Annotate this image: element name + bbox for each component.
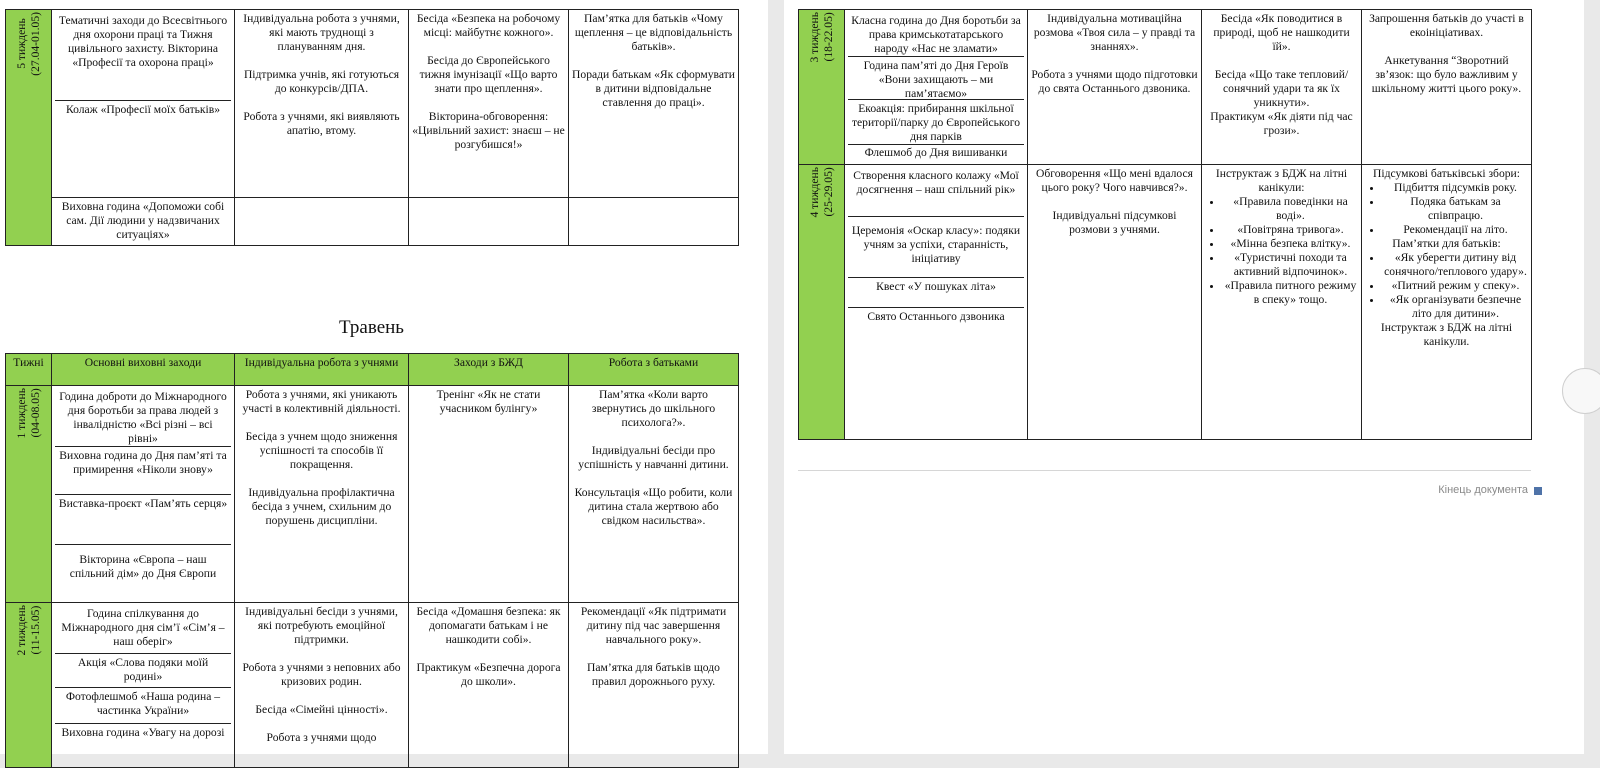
empty-cell — [409, 198, 569, 246]
list-item: Колаж «Професії моїх батьків» — [65, 103, 221, 116]
parents-memo-list — [1365, 251, 1528, 321]
activities-cell — [845, 165, 1028, 440]
parents-cell — [1362, 10, 1532, 165]
document-page-left — [0, 0, 768, 754]
list-item: • «Повітряна тривога». — [1223, 223, 1358, 237]
empty-cell — [569, 198, 739, 246]
safety-cell — [1202, 10, 1362, 165]
list-item: • «Правила питного режиму в спеку» тощо. — [1223, 279, 1358, 307]
parents-cell — [569, 603, 739, 768]
safety-cell — [409, 603, 569, 768]
list-item: Флешмоб до Дня вишиванки — [864, 146, 1008, 159]
safety-cell — [409, 386, 569, 603]
column-header: Основні виховні заходи — [52, 354, 235, 386]
cell-text: Індивідуальна робота з учнями, які мають труднощі з плануванням дня. — [243, 12, 400, 53]
end-marker-icon — [1534, 487, 1542, 495]
cell-text: Підтримка учнів, які готуються до конкурсів/ДПА. — [243, 68, 400, 95]
activities-cell — [845, 10, 1028, 165]
cell-text: Робота з учнями щодо — [266, 731, 377, 744]
cell-text: Бесіда «Сімейні цінності». — [255, 703, 388, 716]
list-item: Екоакція: прибирання шкільної території/парку до Європейського дня парків — [848, 100, 1024, 145]
column-header: Робота з батьками — [569, 354, 739, 386]
cell-text: Консультація «Що робити, коли дитина стала жертвою або свідком насильства». — [574, 486, 733, 527]
cell-text: Бесіда «Як поводитися в природі, щоб не нашкодити їй». — [1213, 12, 1350, 53]
week-label: 5 тиждень (27.04-01.05) — [14, 12, 42, 76]
cell-text: Бесіда «Що таке тепловий/ сонячний удари та як їх уникнути». — [1214, 68, 1349, 109]
cell-text: Індивідуальні бесіди про успішність у навчанні дитини. — [578, 444, 729, 471]
safety-list — [1205, 195, 1358, 307]
list-item: • Подяка батькам за співпрацю. — [1383, 195, 1528, 223]
list-item: Тематичні заходи до Всесвітнього дня охорони праці та Тижня цивільного захисту. Вікторина «Професії та охорона праці» — [55, 12, 231, 101]
cell-text: Індивідуальна профілактична бесіда з учнем, схильним до порушень дисципліни. — [248, 486, 395, 527]
cell-text: Індивідуальні бесіди з учнями, які потребують емоційної підтримки. — [245, 605, 398, 646]
cell-text: Бесіда «Безпека на робочому місці: майбутнє кожного». — [416, 12, 561, 39]
list-item: • «Питний режим у спеку». — [1383, 279, 1528, 293]
cell-text: Практикум «Як діяти під час грози». — [1210, 110, 1353, 137]
week-label-cell — [6, 603, 52, 768]
plan-table-april-end — [5, 9, 739, 246]
activities-cell — [52, 603, 235, 768]
week-label-cell — [6, 10, 52, 246]
table-row — [6, 386, 739, 603]
table-row — [6, 10, 739, 198]
cell-text: Пам’ятка для батьків щодо правил дорожнього руху. — [587, 661, 720, 688]
cell-text: Анкетування “Зворотний зв’язок: що було важливим у шкільному житті цього року». — [1371, 54, 1522, 95]
list-item: Квест «У пошуках літа» — [848, 278, 1024, 308]
cell-text: Робота з учнями з неповних або кризових родин. — [242, 661, 401, 688]
column-header: Заходи з БЖД — [409, 354, 569, 386]
list-item: • «Мінна безпека влітку». — [1223, 237, 1358, 251]
cell-text: Бесіда з учнем щодо зниження успішності та способів її покращення. — [245, 430, 398, 471]
list-item: Свято Останнього дзвоника — [867, 310, 1005, 323]
table-row — [6, 198, 739, 246]
list-item: Створення класного колажу «Мої досягнення – наш спільний рік» — [848, 167, 1024, 217]
list-item: • «Правила поведінки на воді». — [1223, 195, 1358, 223]
activities-cell: Виховна година «Допоможи собі сам. Дії людини у надзвичаних ситуаціях» — [52, 198, 235, 246]
cell-text: Робота з учнями, які виявляють апатію, втому. — [243, 110, 400, 137]
cell-text: Пам’ятки для батьків: — [1392, 237, 1501, 250]
plan-table-may — [5, 353, 739, 768]
cell-text: Інструктаж з БДЖ на літні канікули. — [1380, 321, 1513, 348]
list-item: Година пам’яті до Дня Героїв «Вони захищають – ми пам’ятаємо» — [848, 57, 1024, 100]
scroll-handle[interactable] — [1562, 368, 1600, 414]
safety-cell — [1202, 165, 1362, 440]
cell-text: Вікторина-обговорення: «Цивільний захист: знаєш – не розгубишся!» — [412, 110, 565, 151]
week-label-cell — [799, 165, 845, 440]
cell-text: Бесіда до Європейського тижня імунізації «Що варто знати про щеплення». — [419, 54, 558, 95]
list-item: Акція «Слова подяки моїй родині» — [55, 654, 231, 688]
list-item: Вікторина «Європа – наш спільний дім» до Дня Європи — [69, 553, 217, 580]
list-item: Фотофлешмоб «Наша родина – частинка України» — [55, 688, 231, 724]
parents-cell — [569, 10, 739, 198]
list-item: • Підбиття підсумків року. — [1383, 181, 1528, 195]
safety-cell — [409, 10, 569, 198]
document-page-right — [784, 0, 1584, 754]
cell-text: Тренінг «Як не стати учасником булінгу» — [436, 388, 541, 415]
cell-text: Пам’ятка для батьків «Чому щеплення – це відповідальність батьків». — [574, 12, 733, 53]
list-item: Виставка-проєкт «Пам’ять серця» — [55, 495, 231, 545]
cell-text: Робота з учнями щодо підготовки до свята Останнього дзвоника. — [1031, 68, 1198, 95]
week-label-cell — [799, 10, 845, 165]
empty-cell — [235, 198, 409, 246]
cell-text: Практикум «Безпечна дорога до школи». — [416, 661, 561, 688]
list-item: Виховна година «Увагу на дорозі — [61, 726, 225, 739]
cell-text: Підсумкові батьківські збори: — [1373, 167, 1520, 180]
end-divider — [798, 470, 1531, 471]
week-label: 2 тиждень (11-15.05) — [14, 605, 42, 656]
table-row — [799, 10, 1532, 165]
cell-text: Запрошення батьків до участі в екоініціативах. — [1369, 12, 1524, 39]
list-item: Година доброти до Міжнародного дня боротьби за права людей з інвалідністю «Всі різні – всі рівні» — [55, 388, 231, 447]
individual-cell — [1028, 10, 1202, 165]
list-item: • «Як уберегти дитину від сонячного/теплового удару». — [1383, 251, 1528, 279]
activities-cell — [52, 10, 235, 198]
individual-cell — [235, 386, 409, 603]
cell-text: Робота з учнями, які уникають участі в колективній діяльності. — [242, 388, 401, 415]
cell-text: Інструктаж з БДЖ на літні канікули: — [1215, 167, 1348, 194]
cell-text: Бесіда «Домашня безпека: як допомагати батькам і не нашкодити собі». — [416, 605, 561, 646]
list-item: Класна година до Дня боротьби за права кримськотатарського народу «Нас не зламати» — [848, 12, 1024, 57]
list-item: • «Як організувати безпечне літо для дитини». — [1383, 293, 1528, 321]
individual-cell — [235, 10, 409, 198]
cell-text: Рекомендації «Як підтримати дитину під час завершення навчального року». — [580, 605, 727, 646]
parents-cell — [569, 386, 739, 603]
table-header-row — [6, 354, 739, 386]
cell-text: Поради батькам «Як сформувати в дитини відповідальне ставлення до праці». — [572, 68, 735, 109]
parents-cell — [1362, 165, 1532, 440]
list-item: Виховна година до Дня пам’яті та примирення «Ніколи знову» — [55, 447, 231, 495]
individual-cell — [1028, 165, 1202, 440]
week-label: 3 тиждень (18-22.05) — [807, 12, 835, 63]
list-item: • «Туристичні походи та активний відпочинок». — [1223, 251, 1358, 279]
plan-table-may-continued — [798, 9, 1532, 440]
week-label: 4 тиждень (25-29.05) — [807, 167, 835, 218]
table-row — [6, 603, 739, 768]
individual-cell — [235, 603, 409, 768]
end-of-document-label: Кінець документа — [1438, 484, 1528, 496]
list-item: • Рекомендації на літо. — [1383, 223, 1528, 237]
column-header: Тижні — [6, 354, 52, 386]
cell-text: Індивідуальні підсумкові розмови з учнями. — [1052, 209, 1177, 236]
cell-text: Обговорення «Що мені вдалося цього року? Чого навчився?». — [1036, 167, 1193, 194]
cell-text: Індивідуальна мотиваційна розмова «Твоя сила – у правді та знаннях». — [1033, 12, 1196, 53]
list-item: Година спілкування до Міжнародного дня сім’ї «Сім’я – наш оберіг» — [55, 605, 231, 654]
parents-list — [1365, 181, 1528, 237]
table-row — [799, 165, 1532, 440]
cell-text: Пам’ятка «Коли варто звернутись до шкільного психолога?». — [591, 388, 716, 429]
column-header: Індивідуальна робота з учнями — [235, 354, 409, 386]
activities-cell — [52, 386, 235, 603]
list-item: Церемонія «Оскар класу»: подяки учням за успіхи, старанність, ініціативу — [848, 217, 1024, 278]
week-label-cell — [6, 386, 52, 603]
section-title: Травень — [339, 317, 404, 338]
week-label: 1 тиждень (04-08.05) — [14, 388, 42, 439]
